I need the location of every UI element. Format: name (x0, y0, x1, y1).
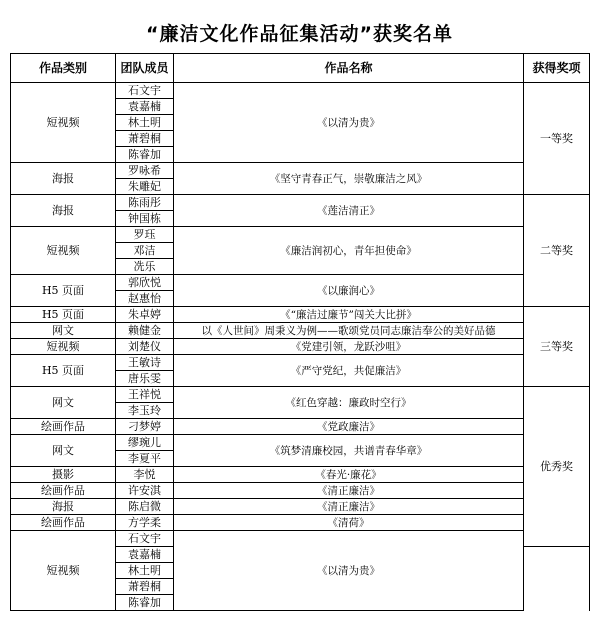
member-cell: 陈睿加 (116, 595, 174, 611)
category-cell: 短视频 (11, 339, 116, 355)
member-cell: 罗咏希 (116, 163, 174, 179)
category-cell: 短视频 (11, 227, 116, 275)
header-category: 作品类别 (11, 54, 116, 83)
member-cell: 袁嘉楠 (116, 547, 174, 563)
member-cell: 朱卓婷 (116, 307, 174, 323)
award-table-body (11, 83, 590, 611)
category-cell: H5 页面 (11, 307, 116, 323)
table-row (11, 163, 590, 179)
member-cell: 朱雕妃 (116, 179, 174, 195)
table-row (11, 83, 590, 99)
table-row (11, 195, 590, 211)
member-cell: 萧碧桐 (116, 579, 174, 595)
table-row (11, 419, 590, 435)
category-cell: 短视频 (11, 531, 116, 611)
award-cell: 一等奖 (524, 83, 590, 195)
work-title-cell: 以《人世间》周秉义为例——歌颂党员同志廉洁奉公的美好品德 (174, 323, 524, 339)
category-cell: H5 页面 (11, 355, 116, 387)
member-cell: 萧碧桐 (116, 131, 174, 147)
table-row (11, 227, 590, 243)
member-cell: 缪琬儿 (116, 435, 174, 451)
award-cell: 二等奖 (524, 195, 590, 307)
member-cell: 许安淇 (116, 483, 174, 499)
member-cell: 郭欣悦 (116, 275, 174, 291)
work-title-cell: 《坚守青春正气，崇敬廉洁之风》 (174, 163, 524, 195)
member-cell: 李夏平 (116, 451, 174, 467)
header-row (11, 54, 590, 83)
category-cell: 绘画作品 (11, 419, 116, 435)
table-row (11, 483, 590, 499)
award-cell: 三等奖 (524, 307, 590, 387)
category-cell: 海报 (11, 499, 116, 515)
header-award: 获得奖项 (524, 54, 590, 83)
table-row (11, 515, 590, 531)
category-cell: 绘画作品 (11, 515, 116, 531)
work-title-cell: 《清正廉洁》 (174, 483, 524, 499)
category-cell: 绘画作品 (11, 483, 116, 499)
table-row (11, 275, 590, 291)
category-cell: 网文 (11, 387, 116, 419)
category-cell: 摄影 (11, 467, 116, 483)
work-title-cell: 《清荷》 (174, 515, 524, 531)
work-title-cell: 《清正廉洁》 (174, 499, 524, 515)
work-title-cell: 《筑梦清廉校园，共谱青春华章》 (174, 435, 524, 467)
member-cell: 刘楚仪 (116, 339, 174, 355)
member-cell: 袁嘉楠 (116, 99, 174, 115)
award-table (10, 53, 590, 611)
member-cell: 林土明 (116, 563, 174, 579)
member-cell: 刁梦婷 (116, 419, 174, 435)
table-row (11, 307, 590, 323)
category-cell: 网文 (11, 323, 116, 339)
category-cell: 网文 (11, 435, 116, 467)
member-cell: 王祥悦 (116, 387, 174, 403)
member-cell: 钟国栋 (116, 211, 174, 227)
member-cell: 陈雨彤 (116, 195, 174, 211)
work-title-cell: 《红色穿越：廉政时空行》 (174, 387, 524, 419)
table-row (11, 387, 590, 403)
member-cell: 陈睿加 (116, 147, 174, 163)
work-title-cell: 《春光·廉花》 (174, 467, 524, 483)
member-cell: 李悦 (116, 467, 174, 483)
member-cell: 陈启微 (116, 499, 174, 515)
work-title-cell: 《严守党纪，共促廉洁》 (174, 355, 524, 387)
work-title-cell: 《以廉润心》 (174, 275, 524, 307)
header-work: 作品名称 (174, 54, 524, 83)
table-row (11, 499, 590, 515)
table-row (11, 435, 590, 451)
work-title-cell: 《以清为贵》 (174, 531, 524, 611)
member-cell: 邓洁 (116, 243, 174, 259)
table-row (11, 355, 590, 371)
member-cell: 方学柔 (116, 515, 174, 531)
table-row (11, 339, 590, 355)
work-title-cell: 《党政廉洁》 (174, 419, 524, 435)
work-title-cell: 《廉洁润初心，青年担使命》 (174, 227, 524, 275)
table-row (11, 531, 590, 547)
member-cell: 罗珏 (116, 227, 174, 243)
member-cell: 赖健金 (116, 323, 174, 339)
table-row (11, 467, 590, 483)
header-members: 团队成员 (116, 54, 174, 83)
award-cell: 优秀奖 (524, 387, 590, 547)
category-cell: H5 页面 (11, 275, 116, 307)
member-cell: 冼乐 (116, 259, 174, 275)
category-cell: 短视频 (11, 83, 116, 163)
member-cell: 赵惠怡 (116, 291, 174, 307)
member-cell: 石文宇 (116, 531, 174, 547)
table-row (11, 323, 590, 339)
member-cell: 王敏诗 (116, 355, 174, 371)
member-cell: 李玉玲 (116, 403, 174, 419)
work-title-cell: 《党建引领，龙跃沙咀》 (174, 339, 524, 355)
work-title-cell: 《莲洁清正》 (174, 195, 524, 227)
member-cell: 石文宇 (116, 83, 174, 99)
work-title-cell: 《“廉洁过廉节”闯关大比拼》 (174, 307, 524, 323)
member-cell: 林土明 (116, 115, 174, 131)
work-title-cell: 《以清为贵》 (174, 83, 524, 163)
member-cell: 唐乐雯 (116, 371, 174, 387)
page-title: “廉洁文化作品征集活动”获奖名单 (146, 23, 453, 45)
category-cell: 海报 (11, 195, 116, 227)
category-cell: 海报 (11, 163, 116, 195)
